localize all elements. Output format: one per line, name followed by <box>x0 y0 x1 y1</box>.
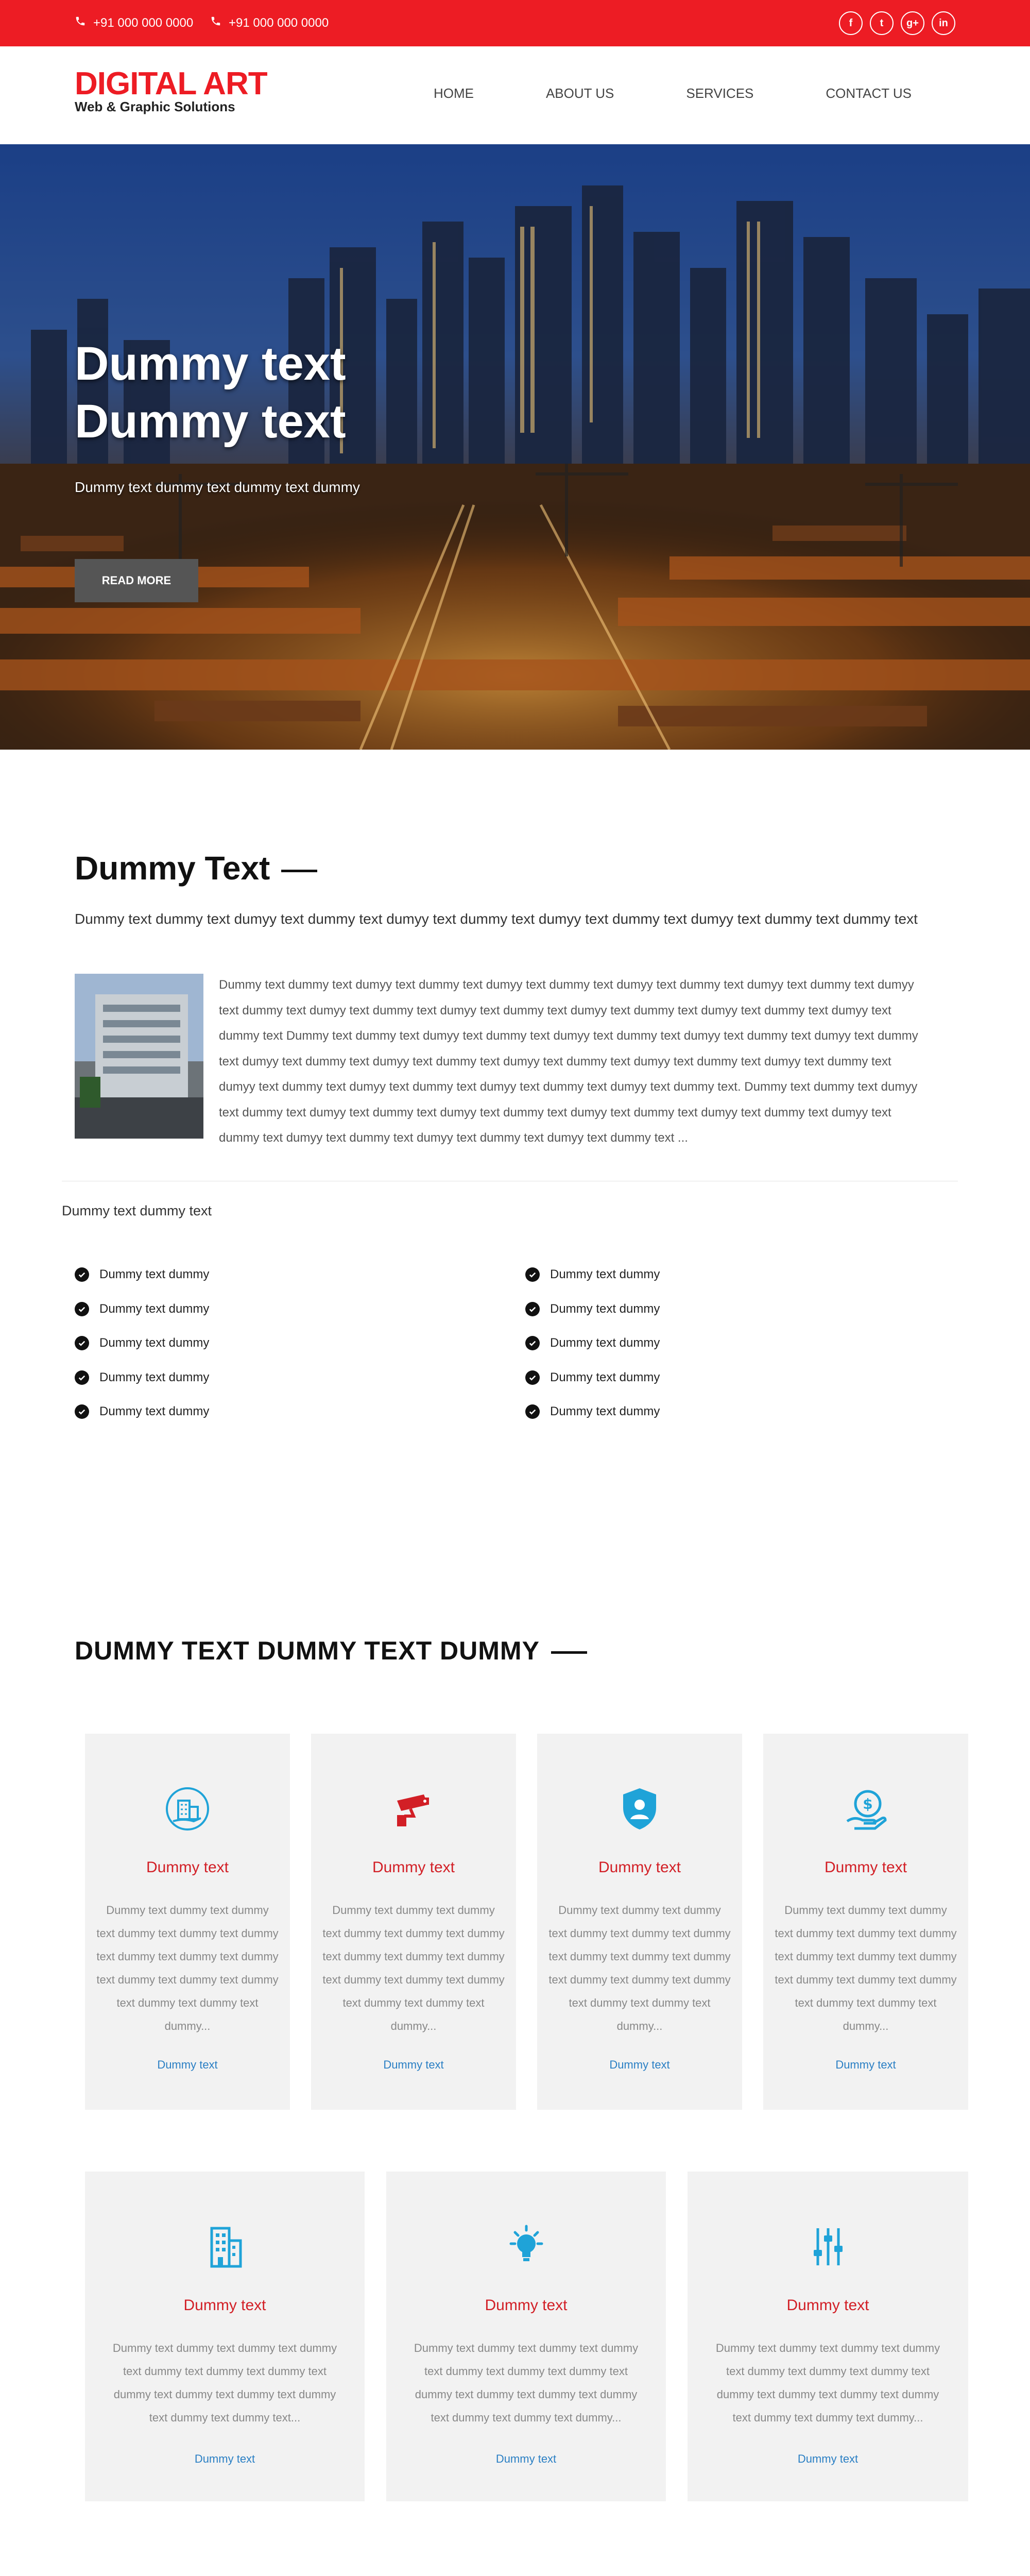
checklist-left <box>75 1267 435 1439</box>
sliders-icon <box>804 2223 852 2270</box>
hero-title <box>75 335 346 450</box>
list-item <box>75 1336 435 1370</box>
list-item-label: Dummy text dummy <box>550 1404 660 1418</box>
service-card-title: Dummy text <box>786 2297 869 2314</box>
list-item-label: Dummy text dummy <box>99 1404 210 1418</box>
list-item <box>525 1370 886 1405</box>
service-card-link[interactable]: Dummy text <box>609 2058 670 2071</box>
main-nav <box>418 80 927 107</box>
about-title: Dummy Text <box>75 850 270 887</box>
twitter-icon[interactable]: t <box>870 11 894 35</box>
office-building-icon <box>201 2223 249 2270</box>
money-hand-icon <box>842 1785 889 1833</box>
list-item-label: Dummy text dummy <box>99 1301 210 1316</box>
check-circle-icon <box>75 1404 89 1419</box>
list-item <box>75 1370 435 1405</box>
list-item-label: Dummy text dummy <box>550 1336 660 1350</box>
service-card[interactable] <box>85 2172 365 2501</box>
service-card[interactable] <box>688 2172 968 2501</box>
check-circle-icon <box>525 1404 540 1419</box>
services-title: DUMMY TEXT DUMMY TEXT DUMMY <box>75 1636 540 1665</box>
check-circle-icon <box>75 1302 89 1316</box>
service-card-title: Dummy text <box>146 1859 229 1876</box>
service-card-title: Dummy text <box>824 1859 907 1876</box>
phone-icon <box>210 15 221 30</box>
facebook-icon[interactable]: f <box>839 11 863 35</box>
service-card-title: Dummy text <box>183 2297 266 2314</box>
check-circle-icon <box>525 1302 540 1316</box>
checklist-right <box>525 1267 886 1439</box>
services-heading <box>75 1636 587 1666</box>
list-item-label: Dummy text dummy <box>99 1370 210 1384</box>
list-item-label: Dummy text dummy <box>99 1336 210 1350</box>
service-card-link[interactable]: Dummy text <box>194 2452 255 2465</box>
hero-banner <box>0 144 1030 750</box>
service-card[interactable] <box>386 2172 666 2501</box>
site-header <box>0 46 1030 144</box>
about-body-text: Dummy text dummy text dumyy text dummy text dumyy text dummy text dumyy text dummy text dumyy text dummy text dumyy text dummy text dumyy text dummy text dumyy text dummy text dumyy text dummy text dumyy text dummy text dumyy text dummy text Dummy text dummy text dumyy text dummy text dumyy text dummy text dumyy text dummy text dumyy text dummy text dumyy text dummy text dumyy text dummy text dumyy text dummy text dumyy text dummy text dumyy text dummy text dumyy text dummy text dumyy text dummy text dumyy text dummy text dumyy text dummy text. Dummy text dummy text dumyy text dummy text dumyy text dummy text dumyy text dummy text dumyy text dummy text dumyy text dummy text dumyy text dummy text dumyy text dummy text dumyy text dummy text dumyy text dummy text ... <box>219 978 918 1145</box>
list-item-label: Dummy text dummy <box>550 1301 660 1316</box>
title-underline <box>281 870 317 872</box>
service-card-description: Dummy text dummy text dummy text dummy text dummy text dummy text dummy text dummy text dummy text dummy text dummy text dummy text dummy text dummy text dummy... <box>96 1904 279 2032</box>
phone-contact-2[interactable] <box>210 15 329 30</box>
service-card-title: Dummy text <box>598 1859 681 1876</box>
hero-subtitle: Dummy text dummy text dummy text dummy <box>75 479 360 495</box>
service-card-title: Dummy text <box>372 1859 455 1876</box>
logo[interactable]: DIGITAL ART <box>75 66 267 101</box>
list-item-label: Dummy text dummy <box>550 1370 660 1384</box>
phone-number-1: +91 000 000 0000 <box>93 15 194 30</box>
service-card[interactable] <box>311 1734 516 2110</box>
building-photo <box>75 974 203 1139</box>
logo-tagline: Web & Graphic Solutions <box>75 99 235 114</box>
top-bar <box>0 0 1030 46</box>
list-item <box>525 1267 886 1302</box>
service-card-link[interactable]: Dummy text <box>835 2058 896 2071</box>
topbar-social-links <box>839 11 955 35</box>
check-circle-icon <box>75 1267 89 1282</box>
about-subtitle: Dummy text dummy text <box>62 1203 212 1218</box>
nav-about-us[interactable]: ABOUT US <box>545 86 614 101</box>
about-lead-text: Dummy text dummy text dumyy text dummy text dumyy text dummy text dumyy text dummy text dumyy text dummy text dummy text <box>75 911 918 927</box>
list-item-label: Dummy text dummy <box>550 1267 660 1281</box>
linkedin-icon[interactable]: in <box>932 11 955 35</box>
service-card-description: Dummy text dummy text dummy text dummy text dummy text dummy text dummy text dummy text dummy text dummy text dummy text dummy text dummy text... <box>112 2342 337 2424</box>
service-card-link[interactable]: Dummy text <box>797 2452 859 2465</box>
about-heading <box>75 849 317 887</box>
hero-title-line-1: Dummy text <box>75 337 346 390</box>
service-card-link[interactable]: Dummy text <box>383 2058 444 2071</box>
lightbulb-icon <box>503 2223 550 2270</box>
check-circle-icon <box>75 1336 89 1350</box>
nav-home[interactable]: HOME <box>433 86 474 101</box>
list-item <box>75 1302 435 1336</box>
list-item <box>75 1267 435 1302</box>
check-circle-icon <box>525 1370 540 1385</box>
service-card-description: Dummy text dummy text dummy text dummy text dummy text dummy text dummy text dummy text dummy text dummy text dummy text dummy text dummy text dummy text dummy... <box>548 1904 731 2032</box>
service-card-description: Dummy text dummy text dummy text dummy text dummy text dummy text dummy text dummy text dummy text dummy text dummy text dummy text dummy text dummy... <box>715 2342 940 2424</box>
shield-user-icon <box>616 1785 663 1833</box>
cctv-camera-icon <box>390 1785 437 1833</box>
phone-contact-1[interactable] <box>75 15 193 30</box>
list-item <box>525 1336 886 1370</box>
nav-services[interactable]: SERVICES <box>686 86 754 101</box>
service-card-link[interactable]: Dummy text <box>157 2058 218 2071</box>
phone-icon <box>75 15 86 30</box>
service-card-description: Dummy text dummy text dummy text dummy text dummy text dummy text dummy text dummy text dummy text dummy text dummy text dummy text dummy text dummy... <box>414 2342 639 2424</box>
list-item-label: Dummy text dummy <box>99 1267 210 1281</box>
building-hand-icon <box>164 1785 211 1833</box>
check-circle-icon <box>525 1336 540 1350</box>
list-item <box>525 1404 886 1439</box>
svg-text:$: $ <box>863 1795 873 1812</box>
check-circle-icon <box>525 1267 540 1282</box>
list-item <box>525 1302 886 1336</box>
service-card-description: Dummy text dummy text dummy text dummy text dummy text dummy text dummy text dummy text dummy text dummy text dummy text dummy text dummy text dummy text dummy... <box>775 1904 957 2032</box>
service-card[interactable] <box>763 1734 968 2110</box>
phone-number-2: +91 000 000 0000 <box>229 15 329 30</box>
check-circle-icon <box>75 1370 89 1385</box>
list-item <box>75 1404 435 1439</box>
hero-title-line-2: Dummy text <box>75 395 346 448</box>
service-card-title: Dummy text <box>485 2297 568 2314</box>
title-underline <box>551 1651 587 1654</box>
service-card[interactable] <box>537 1734 742 2110</box>
service-card-link[interactable]: Dummy text <box>495 2452 557 2465</box>
nav-contact-us[interactable]: CONTACT US <box>826 86 912 101</box>
service-card[interactable] <box>85 1734 290 2110</box>
google-plus-icon[interactable]: g+ <box>901 11 924 35</box>
service-card-description: Dummy text dummy text dummy text dummy text dummy text dummy text dummy text dummy text dummy text dummy text dummy text dummy text dummy text dummy text dummy... <box>322 1904 505 2032</box>
read-more-button[interactable]: READ MORE <box>75 559 198 602</box>
